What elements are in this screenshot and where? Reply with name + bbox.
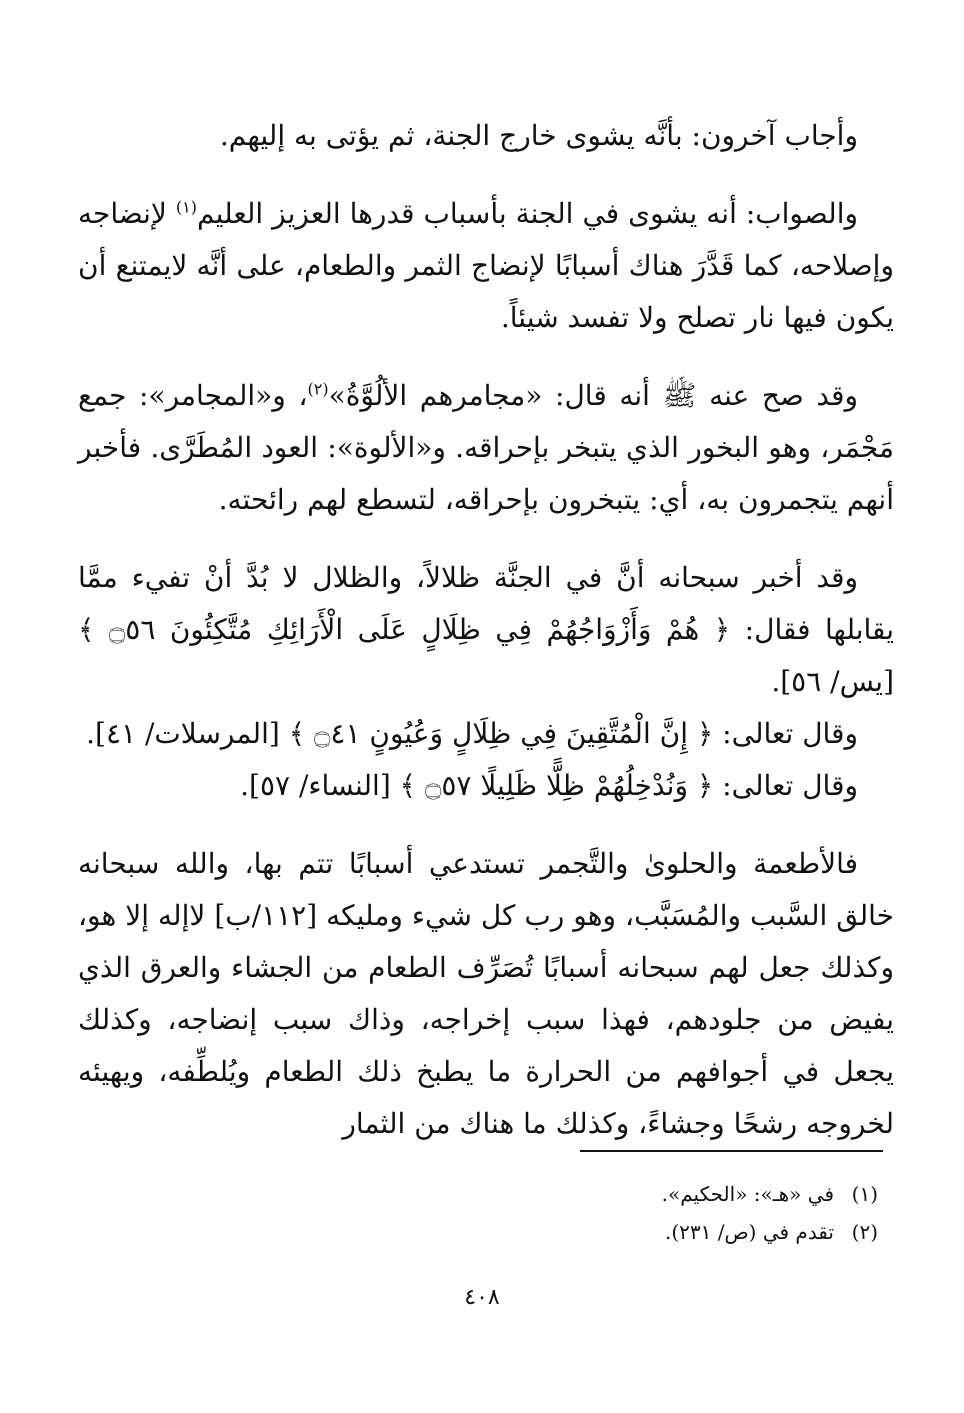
paragraph-2: [78, 188, 894, 344]
paragraph-3-text-a: وقد صح عنه ﷺ أنه قال: «مجامرهم الألُوَّةُ»: [328, 379, 858, 412]
paragraph-4-text: وقد أخبر سبحانه أنَّ في الجنَّة ظلالاً، والظلال لا بُدَّ أنْ تفيء ممَّا يقابلها فقال:: [78, 561, 894, 646]
footnote-text: في «هـ»: «الحكيم».: [661, 1182, 834, 1206]
verse-reference-nisa: [النساء/ ٥٧].: [240, 769, 400, 802]
verse-line-nisa: [78, 760, 894, 812]
footnote-ref-1[interactable]: (١): [175, 197, 197, 217]
footnote-text: تقدم في (ص/ ٢٣١).: [665, 1220, 834, 1244]
verse-reference-yasin: [يس/ ٥٦].: [771, 665, 894, 698]
footnote-2: [300, 1213, 878, 1251]
verse-line-mursalat: [78, 708, 894, 760]
paragraph-5: [78, 838, 894, 1150]
paragraph-3: [78, 370, 894, 526]
footnote-number: (١): [851, 1182, 878, 1206]
footnote-1: [300, 1175, 878, 1213]
footnote-number: (٢): [851, 1220, 878, 1244]
quran-verse-yasin: ﴿ هُمْ وَأَزْوَاجُهُمْ فِي ظِلَالٍ عَلَى الْأَرَائِكِ مُتَّكِئُونَ ۝٥٦ ﴾: [78, 613, 731, 646]
paragraph-3-text-b: ، و«المجامر»: جمع مَجْمَر، وهو البخور الذي يتبخر بإحراقه. و«الألوة»: العود المُطَرَّى. فأخبر أنهم يتجمرون به، أي: يتبخرون بإحراقه، لتسطع لهم رائحته.: [78, 379, 894, 516]
quran-verse-nisa: ﴿ وَنُدْخِلُهُمْ ظِلًّا ظَلِيلًا ۝٥٧ ﴾: [399, 769, 714, 802]
footnote-ref-2[interactable]: (٢): [307, 379, 329, 399]
footnote-divider: [580, 1150, 883, 1152]
quran-verse-mursalat: ﴿ إِنَّ الْمُتَّقِينَ فِي ظِلَالٍ وَعُيُونٍ ۝٤١ ﴾: [288, 717, 714, 750]
paragraph-2-text-a: والصواب: أنه يشوى في الجنة بأسباب قدرها العزيز العليم: [196, 197, 859, 230]
page-body: [78, 110, 894, 1176]
paragraph-4: [78, 552, 894, 812]
verse-intro: وقال تعالى:: [713, 769, 858, 802]
paragraph-2-text-b: لإنضاجه وإصلاحه، كما قَدَّرَ هناك أسبابًا لإنضاج الثمر والطعام، على أنَّه لايمتنع أن يكون فيها نار تصلح ولا تفسد شيئاً.: [78, 197, 894, 334]
verse-reference-mursalat: [المرسلات/ ٤١].: [86, 717, 289, 750]
paragraph-5-text: فالأطعمة والحلوىٰ والتَّجمر تستدعي أسبابًا تتم بها، والله سبحانه خالق السَّبب والمُسَبَّب، وهو رب كل شيء ومليكه [١١٢/ب] لاإله إلا هو، وكذلك جعل لهم سبحانه أسبابًا تُصَرِّف الطعام من الجشاء والعرق الذي يفيض من جلودهم، فهذا سبب إخراجه، وذاك سبب إنضاجه، وكذلك يجعل في أجوافهم من الحرارة ما يطبخ ذلك الطعام ويُلطِّفه، ويهيئه لخروجه رشحًا وجشاءً، وكذلك ما هناك من الثمار: [78, 847, 894, 1140]
verse-intro: وقال تعالى:: [713, 717, 858, 750]
paragraph-1: [78, 110, 894, 162]
page-number: ٤٠٨: [464, 1285, 500, 1310]
paragraph-1-text: وأجاب آخرون: بأنَّه يشوى خارج الجنة، ثم يؤتى به إليهم.: [219, 119, 858, 152]
footnotes: [300, 1175, 878, 1251]
